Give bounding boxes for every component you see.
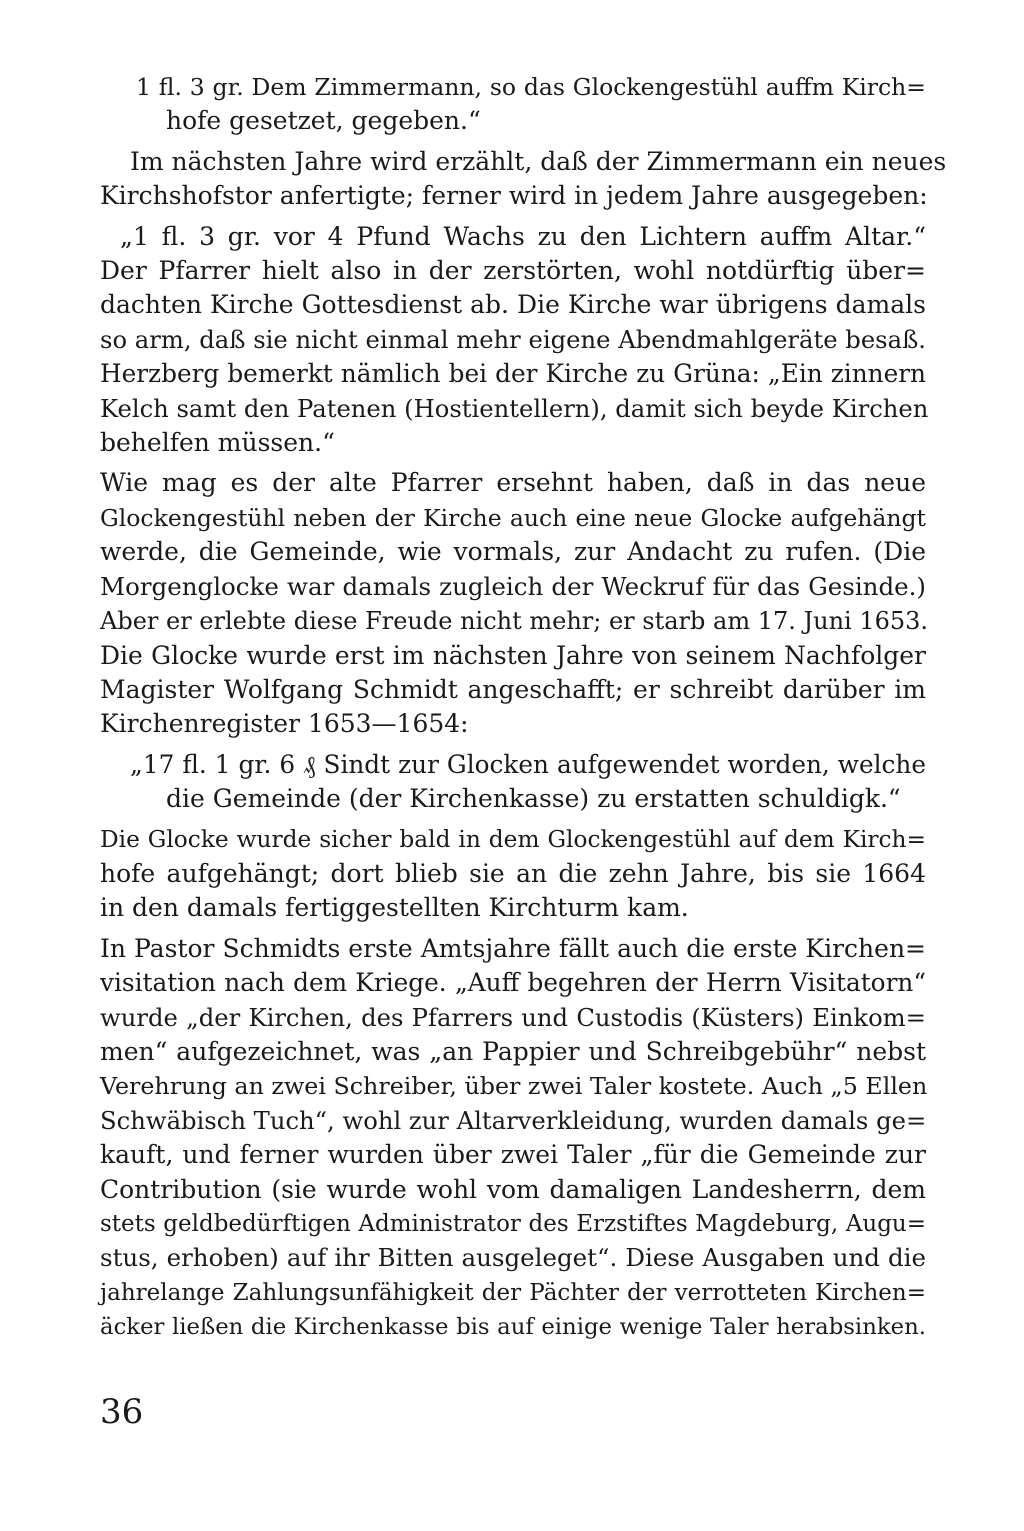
quote-glockengestuehl [136,70,926,139]
text-line: dachten Kirche Gottesdienst ab. Die Kirche war übrigens damals [100,290,926,320]
text-line: kauft, und ferner wurden über zwei Taler „für die Gemeinde zur [100,1140,926,1170]
text-line: visitation nach dem Kriege. „Auff begehren der Herrn Visitatorn“ [100,968,926,998]
text-line: Glockengestühl neben der Kirche auch eine neue Glocke aufgehängt [100,503,926,532]
text-line: in den damals fertiggestellten Kirchturm kam. [100,893,689,923]
text-line: Kirchenregister 1653—1654: [100,709,469,739]
text-line: „1 fl. 3 gr. vor 4 Pfund Wachs zu den Lichtern auffm Altar.“ [120,221,926,251]
text-line: In Pastor Schmidts erste Amtsjahre fällt auch die erste Kirchen= [100,933,926,963]
text-line: so arm, daß sie nicht einmal mehr eigene Abendmahlgeräte besaß. [100,324,926,354]
text-line: Die Glocke wurde erst im nächsten Jahre von seinem Nachfolger [100,640,926,670]
text-line: Aber er erlebte diese Freude nicht mehr; er starb am 17. Juni 1653. [100,607,929,636]
text-line: Herzberg bemerkt nämlich bei der Kirche zu Grüna: „Ein zinnern [100,359,926,389]
text-line: werde, die Gemeinde, wie vormals, zur Andacht zu rufen. (Die [100,537,926,567]
body-text [100,70,947,1345]
text-line: jahrelange Zahlungsunfähigkeit der Pächter der verrotteten Kirchen= [100,1279,926,1306]
page-number: 36 [100,1392,144,1432]
text-line: Im nächsten Jahre wird erzählt, daß der Zimmermann ein neues [130,146,947,176]
text-line: men“ aufgezeichnet, was „an Pappier und Schreibgebühr“ nebst [100,1036,926,1066]
text-line: hofe aufgehängt; dort blieb sie an die zehn Jahre, bis sie 1664 [100,858,926,888]
quote-wachs [100,220,926,254]
text-line: Schwäbisch Tuch“, wohl zur Altarverkleidung, wurden damals ge= [100,1105,927,1135]
text-line: wurde „der Kirchen, des Pfarrers und Custodis (Küsters) Einkom= [100,1002,926,1032]
text-line: Der Pfarrer hielt also in der zerstörten, wohl notdürftig über= [100,256,926,286]
text-line: 1 fl. 3 gr. Dem Zimmermann, so das Glockengestühl auffm Kirch= [136,73,926,101]
text-line: Kirchshofstor anfertigte; ferner wird in jedem Jahre ausgegeben: [100,181,928,211]
text-line: Die Glocke wurde sicher bald in dem Glockengestühl auf dem Kirch= [100,825,926,853]
text-line: behelfen müssen.“ [100,428,335,458]
text-line: äcker ließen die Kirchenkasse bis auf einige wenige Taler herabsinken. [100,1314,926,1341]
paragraph-kirchturm [100,823,926,926]
text-line: Contribution (sie wurde wohl vom damaligen Landesherrn, dem [100,1174,926,1204]
text-line: Magister Wolfgang Schmidt angeschafft; er schreibt darüber im [100,674,926,704]
paragraph-glocke [100,466,929,741]
text-line: hofe gesetzet, gegeben.“ [166,106,481,136]
text-line: Morgenglocke war damals zugleich der Weckruf für das Gesinde.) [100,571,926,601]
paragraph-pfarrer [100,254,929,460]
paragraph-visitation [100,932,926,1345]
text-line: stets geldbedürftigen Administrator des Erzstiftes Magdeburg, Augu= [100,1211,926,1237]
paragraph-kirchhofstor [100,145,947,214]
text-line: Wie mag es der alte Pfarrer ersehnt haben, daß in das neue [100,468,926,498]
text-line: stus, erhoben) auf ihr Bitten ausgeleget“. Diese Ausgaben und die [100,1243,926,1273]
text-line: die Gemeinde (der Kirchenkasse) zu erstatten schuldigk.“ [166,784,901,814]
text-line: „17 fl. 1 gr. 6 ₰ Sindt zur Glocken aufgewendet worden, welche [130,749,926,779]
text-line: Verehrung an zwei Schreiber, über zwei Taler kostete. Auch „5 Ellen [100,1072,928,1101]
quote-glocken-kosten [130,748,926,817]
text-line: Kelch samt den Patenen (Hostientellern), damit sich beyde Kirchen [100,393,929,423]
